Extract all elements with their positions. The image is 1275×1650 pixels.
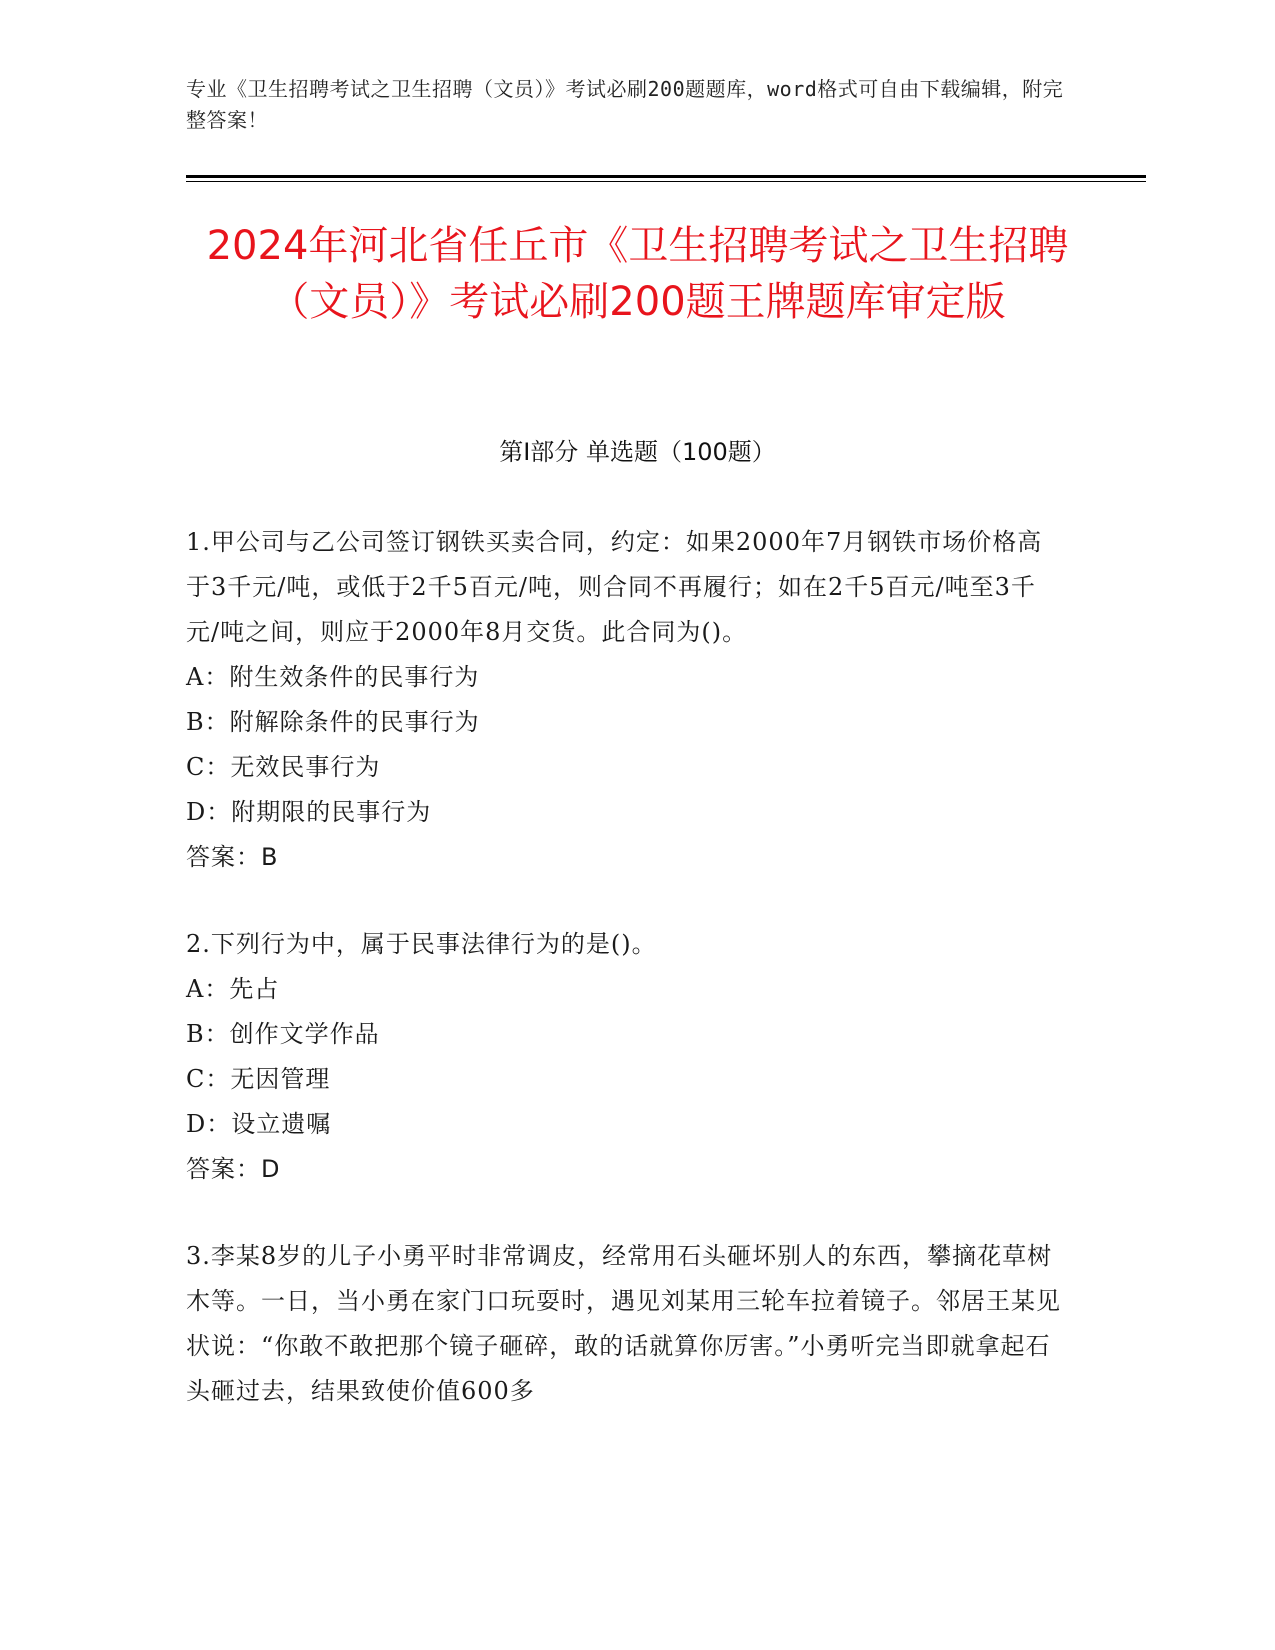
question-1 [186, 520, 1066, 880]
question-3 [186, 1234, 1066, 1414]
question-stem: 2.下列行为中，属于民事法律行为的是()。 [186, 930, 657, 958]
question-stem: 1.甲公司与乙公司签订钢铁买卖合同，约定：如果2000年7月钢铁市场价格高于3千元/吨，或低于2千5百元/吨，则合同不再履行；如在2千5百元/吨至3千元/吨之间，则应于2000年8月交货。此合同为()。 [186, 528, 1043, 646]
question-2 [186, 922, 1066, 1192]
option-b: B：创作文学作品 [186, 1020, 380, 1048]
option-a: A：附生效条件的民事行为 [186, 663, 480, 691]
option-c: C：无因管理 [186, 1065, 331, 1093]
answer: 答案：B [186, 843, 279, 871]
option-b: B：附解除条件的民事行为 [186, 708, 480, 736]
header-note: 专业《卫生招聘考试之卫生招聘（文员）》考试必刷200题题库，word格式可自由下载编辑，附完整答案！ [186, 77, 1064, 132]
option-a: A：先占 [186, 975, 280, 1003]
answer: 答案：D [186, 1155, 281, 1183]
document-title: 2024年河北省任丘市《卫生招聘考试之卫生招聘（文员）》考试必刷200题王牌题库审定版 [206, 223, 1069, 325]
question-list [186, 520, 1066, 1456]
question-stem: 3.李某8岁的儿子小勇平时非常调皮，经常用石头砸坏别人的东西，攀摘花草树木等。一日，当小勇在家门口玩耍时，遇见刘某用三轮车拉着镜子。邻居王某见状说：“你敢不敢把那个镜子砸碎，敢的话就算你厉害。”小勇听完当即就拿起石头砸过去，结果致使价值600多 [186, 1242, 1061, 1405]
header-rule-thick [186, 175, 1146, 178]
option-d: D：设立遗嘱 [186, 1110, 332, 1138]
header-rule-thin [186, 181, 1146, 182]
section-title: 第I部分 单选题（100题） [499, 438, 776, 466]
option-d: D：附期限的民事行为 [186, 798, 432, 826]
option-c: C：无效民事行为 [186, 753, 381, 781]
